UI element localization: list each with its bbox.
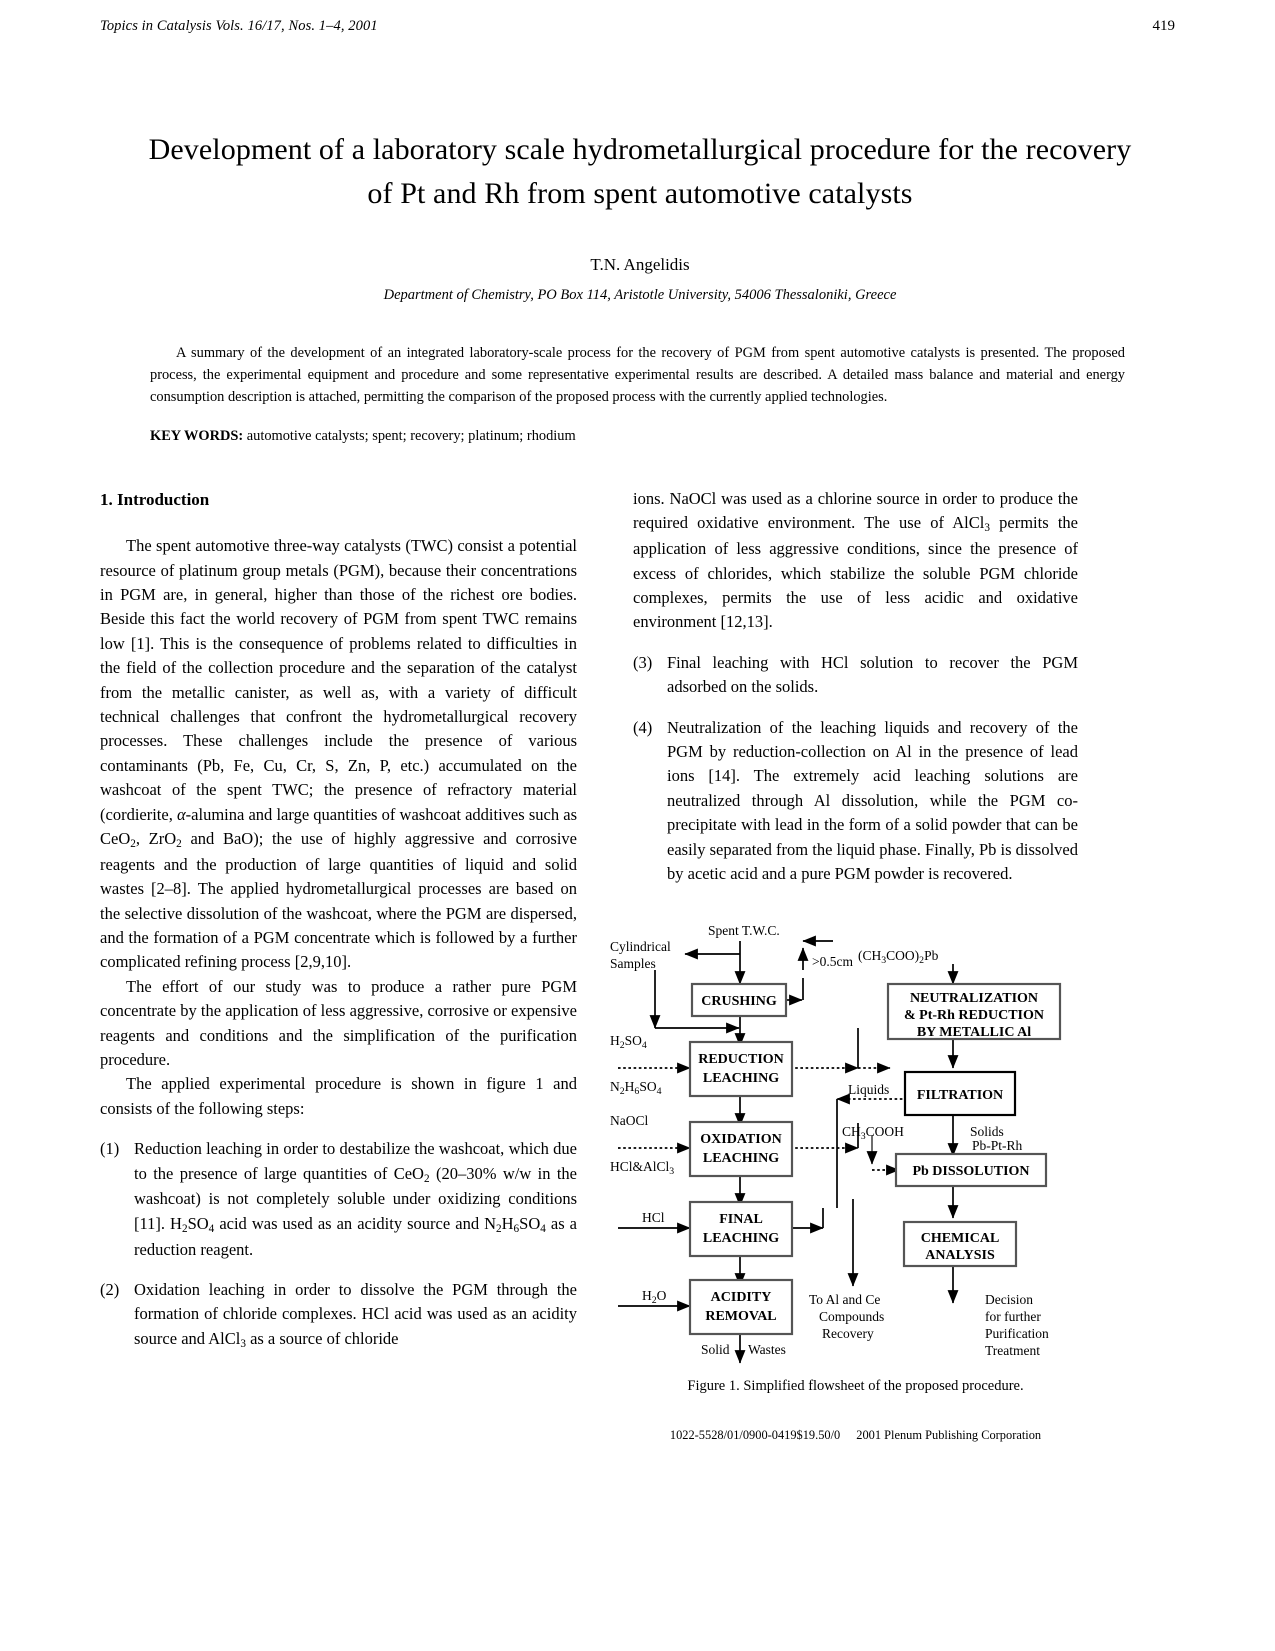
abstract-block xyxy=(150,343,1125,448)
item-body: Final leaching with HCl solution to recover the PGM adsorbed on the solids. xyxy=(667,652,1078,697)
para1-part-c: , ZrO xyxy=(135,829,177,849)
label-wastes: Wastes xyxy=(748,1342,786,1357)
label-h2so4: $H_2SO_4$ xyxy=(610,1033,647,1051)
left-column xyxy=(100,487,577,1368)
item1-part-b: (20–30% w/w in the washcoat) is not completely soluble under oxidizing conditions [11]. H xyxy=(134,1163,577,1233)
keywords-label: KEY WORDS: xyxy=(150,427,244,444)
item-body xyxy=(134,1278,577,1353)
figure-caption: Figure 1. Simplified flowsheet of the proposed procedure. xyxy=(687,1378,1024,1394)
paragraph-right-1 xyxy=(633,487,1078,635)
item-body: Neutralization of the leaching liquids and recovery of the PGM by reduction-collection on Al in the presence of lead ions [14]. The extremely acid leaching solutions are neutralized through Al dissolution, while the PGM co-precipitate with lead in the form of a solid powder that can be easily separated from the liquid phase. Finally, Pb is dissolved by acetic acid and a pure PGM powder is recovered. xyxy=(667,717,1078,884)
paragraph-intro-2: The effort of our study was to produce a rather pure PGM concentrate by the application of less aggressive, corrosive or expensive reagents and conditions and the simplification of the purification procedure. xyxy=(100,976,577,1070)
para1-part-b: -alumina and large quantities of washcoat additives such as CeO xyxy=(100,804,577,849)
alpha-symbol: α xyxy=(177,804,186,824)
subscript: 2 xyxy=(176,838,182,851)
label-oxidation-1: OXIDATION xyxy=(700,1132,782,1147)
box-reduction-leaching xyxy=(690,1042,792,1096)
box-oxidation-leaching xyxy=(690,1122,792,1176)
subscript: 4 xyxy=(540,1222,546,1235)
page-title: Development of a laboratory scale hydrometallurgical procedure for the recovery of Pt and Rh from spent automotive catalysts xyxy=(148,133,1132,210)
label-decision-2: for further xyxy=(985,1309,1041,1324)
label-final-1: FINAL xyxy=(719,1212,763,1227)
item2-part-a: Oxidation leaching in order to dissolve the PGM through the formation of chloride complexes. HCl acid was used as an acidity source and AlCl xyxy=(134,1279,577,1348)
label-liquids: Liquids xyxy=(848,1082,890,1097)
paragraph-intro-1 xyxy=(100,534,577,975)
affiliation: Department of Chemistry, PO Box 114, Aristotle University, 54006 Thessaloniki, Greece xyxy=(383,287,897,303)
label-hcl: HCl xyxy=(642,1210,665,1225)
label-solids: Solids xyxy=(970,1124,1004,1139)
label-decision-1: Decision xyxy=(985,1292,1033,1307)
running-head xyxy=(100,18,1175,35)
list-item xyxy=(100,1137,577,1262)
item1-part-e: H xyxy=(501,1213,514,1233)
label-neutralization-2: & Pt-Rh REDUCTION xyxy=(904,1008,1044,1023)
list-item xyxy=(100,1278,577,1353)
label-lead-acetate: $(CH_3COO)_2Pb$ xyxy=(858,948,939,966)
issn-line: 1022-5528/01/0900-0419$19.50/0 xyxy=(669,1428,841,1442)
item1-part-g: as a reduction reagent. xyxy=(134,1213,578,1259)
label-chemical-analysis-2: ANALYSIS xyxy=(925,1248,995,1263)
label-hcl-alcl3: HCl&AlCl$_3$ xyxy=(610,1159,675,1177)
flowchart-figure xyxy=(600,908,1090,1368)
label-pb-pt-rh: Pb-Pt-Rh xyxy=(972,1138,1023,1153)
item2-part-b: as a source of chloride xyxy=(245,1328,399,1348)
item-marker: (4) xyxy=(633,717,653,737)
label-filtration: FILTRATION xyxy=(916,1088,1004,1103)
label-neutralization-1: NEUTRALIZATION xyxy=(909,991,1039,1006)
label-crushing: CRUSHING xyxy=(701,994,777,1009)
subscript: 2 xyxy=(423,1172,430,1185)
item1-part-d: acid was used as an acidity source and N xyxy=(214,1213,497,1233)
right-column xyxy=(633,487,1078,902)
label-acidity-1: ACIDITY xyxy=(710,1290,772,1305)
label-particle-size: >0.5cm xyxy=(812,954,853,969)
flow-lines xyxy=(803,978,858,1228)
subscript: 3 xyxy=(984,522,990,535)
procedure-steps-left xyxy=(100,1137,577,1352)
rpara1-part-a: ions. NaOCl was used as a chlorine source in order to produce the required oxidative environment. The use of AlCl xyxy=(633,489,1078,533)
paragraph-intro-3: The applied experimental procedure is shown in figure 1 and consists of the following steps: xyxy=(100,1074,577,1118)
label-solid: Solid xyxy=(701,1342,730,1357)
label-chemical-analysis-1: CHEMICAL xyxy=(920,1231,1000,1246)
label-acidity-2: REMOVAL xyxy=(705,1309,777,1324)
label-to-al-1: To Al and Ce xyxy=(809,1292,881,1307)
item-marker: (1) xyxy=(100,1139,120,1159)
title-block xyxy=(140,128,1140,304)
procedure-steps-right xyxy=(633,651,1078,887)
label-decision-3: Purification xyxy=(985,1326,1049,1341)
label-neutralization-3: BY METALLIC Al xyxy=(916,1025,1032,1040)
keywords-value: automotive catalysts; spent; recovery; platinum; rhodium xyxy=(243,427,576,444)
label-reduction-2: LEACHING xyxy=(702,1071,780,1086)
item-marker: (2) xyxy=(100,1279,120,1299)
subscript: 2 xyxy=(181,1222,188,1235)
list-item xyxy=(633,716,1078,887)
label-ch3cooh: $CH_3COOH$ xyxy=(842,1124,904,1142)
author-name: T.N. Angelidis xyxy=(590,255,690,274)
publisher-line: 2001 Plenum Publishing Corporation xyxy=(856,1428,1042,1442)
rpara1-part-b: permits the application of less aggressive conditions, since the presence of excess of chlorides, which stabilize the soluble PGM chloride complexes, permits the use of less acidic and oxidative environment [12,13]. xyxy=(633,513,1078,632)
item1-part-f: SO xyxy=(519,1213,541,1233)
footer xyxy=(633,1428,1078,1443)
label-cylindrical-2: Samples xyxy=(610,956,656,971)
list-item xyxy=(633,651,1078,700)
abstract-text: A summary of the development of an integrated laboratory-scale process for the recovery of PGM from spent automotive catalysts is presented. The proposed process, the experimental equipment and procedure and some representative experimental results are described. A detailed mass balance and material and energy consumption description is attached, permitting the comparison of the proposed process with the currently applied technologies. xyxy=(150,345,1125,405)
item-body xyxy=(134,1137,577,1262)
label-h2o: $H_2O$ xyxy=(642,1288,667,1306)
label-reduction-1: REDUCTION xyxy=(698,1052,784,1067)
label-oxidation-2: LEACHING xyxy=(702,1151,780,1166)
subscript: 2 xyxy=(496,1222,502,1235)
subscript: 6 xyxy=(513,1222,520,1235)
label-naocl: NaOCl xyxy=(610,1113,649,1128)
label-spent-twc: Spent T.W.C. xyxy=(708,923,780,938)
label-decision-4: Treatment xyxy=(985,1343,1040,1358)
subscript: 4 xyxy=(208,1222,215,1235)
para1-part-d: and BaO); the use of highly aggressive and corrosive reagents and the production of large quantities of liquid and solid wastes [2–8]. The applied hydrometallurgical processes are based on the selective dissolution of the washcoat, where the PGM are dispersed, and the formation of a PGM concentrate which is followed by a further complicated refining process [2,9,10]. xyxy=(100,829,577,972)
para1-part-a: The spent automotive three-way catalysts (TWC) consist a potential resource of platinum group metals (PGM), because their concentrations in PGM are, in general, higher than those of the richest ore bodies. Beside this fact the world recovery of PGM from spent TWC remains low [1]. This is the consequence of problems related to difficulties in the field of the collection procedure and the separation of the catalyst from the metallic canister, as well as, with a variety of difficult technical challenges that confront the hydrometallurgical recovery processes. These challenges include the presence of various contaminants (Pb, Fe, Cu, Cr, S, Zn, P, etc.) accumulated on the washcoat of the spent TWC; the presence of refractory material (cordierite, xyxy=(100,536,577,824)
subscript: 3 xyxy=(240,1337,246,1350)
label-final-2: LEACHING xyxy=(702,1231,780,1246)
item-marker: (3) xyxy=(633,652,653,672)
keywords xyxy=(150,426,1125,448)
label-to-al-3: Recovery xyxy=(822,1326,874,1341)
label-cylindrical-1: Cylindrical xyxy=(610,939,671,954)
box-final-leaching xyxy=(690,1202,792,1256)
section-heading-introduction: 1. Introduction xyxy=(100,490,210,509)
journal-citation: Topics in Catalysis Vols. 16/17, Nos. 1–4, 2001 xyxy=(100,18,378,34)
label-to-al-2: Compounds xyxy=(819,1309,885,1324)
page-number: 419 xyxy=(1152,18,1175,34)
box-acidity-removal xyxy=(690,1280,792,1334)
subscript: 2 xyxy=(130,838,136,851)
label-pb-dissolution: Pb DISSOLUTION xyxy=(912,1164,1030,1179)
item1-part-a: Reduction leaching in order to destabilize the washcoat, which due to the presence of large quantities of CeO xyxy=(134,1139,577,1183)
label-n2h6so4: $N_2H_6SO_4$ xyxy=(610,1079,662,1097)
item1-part-c: SO xyxy=(187,1213,209,1233)
